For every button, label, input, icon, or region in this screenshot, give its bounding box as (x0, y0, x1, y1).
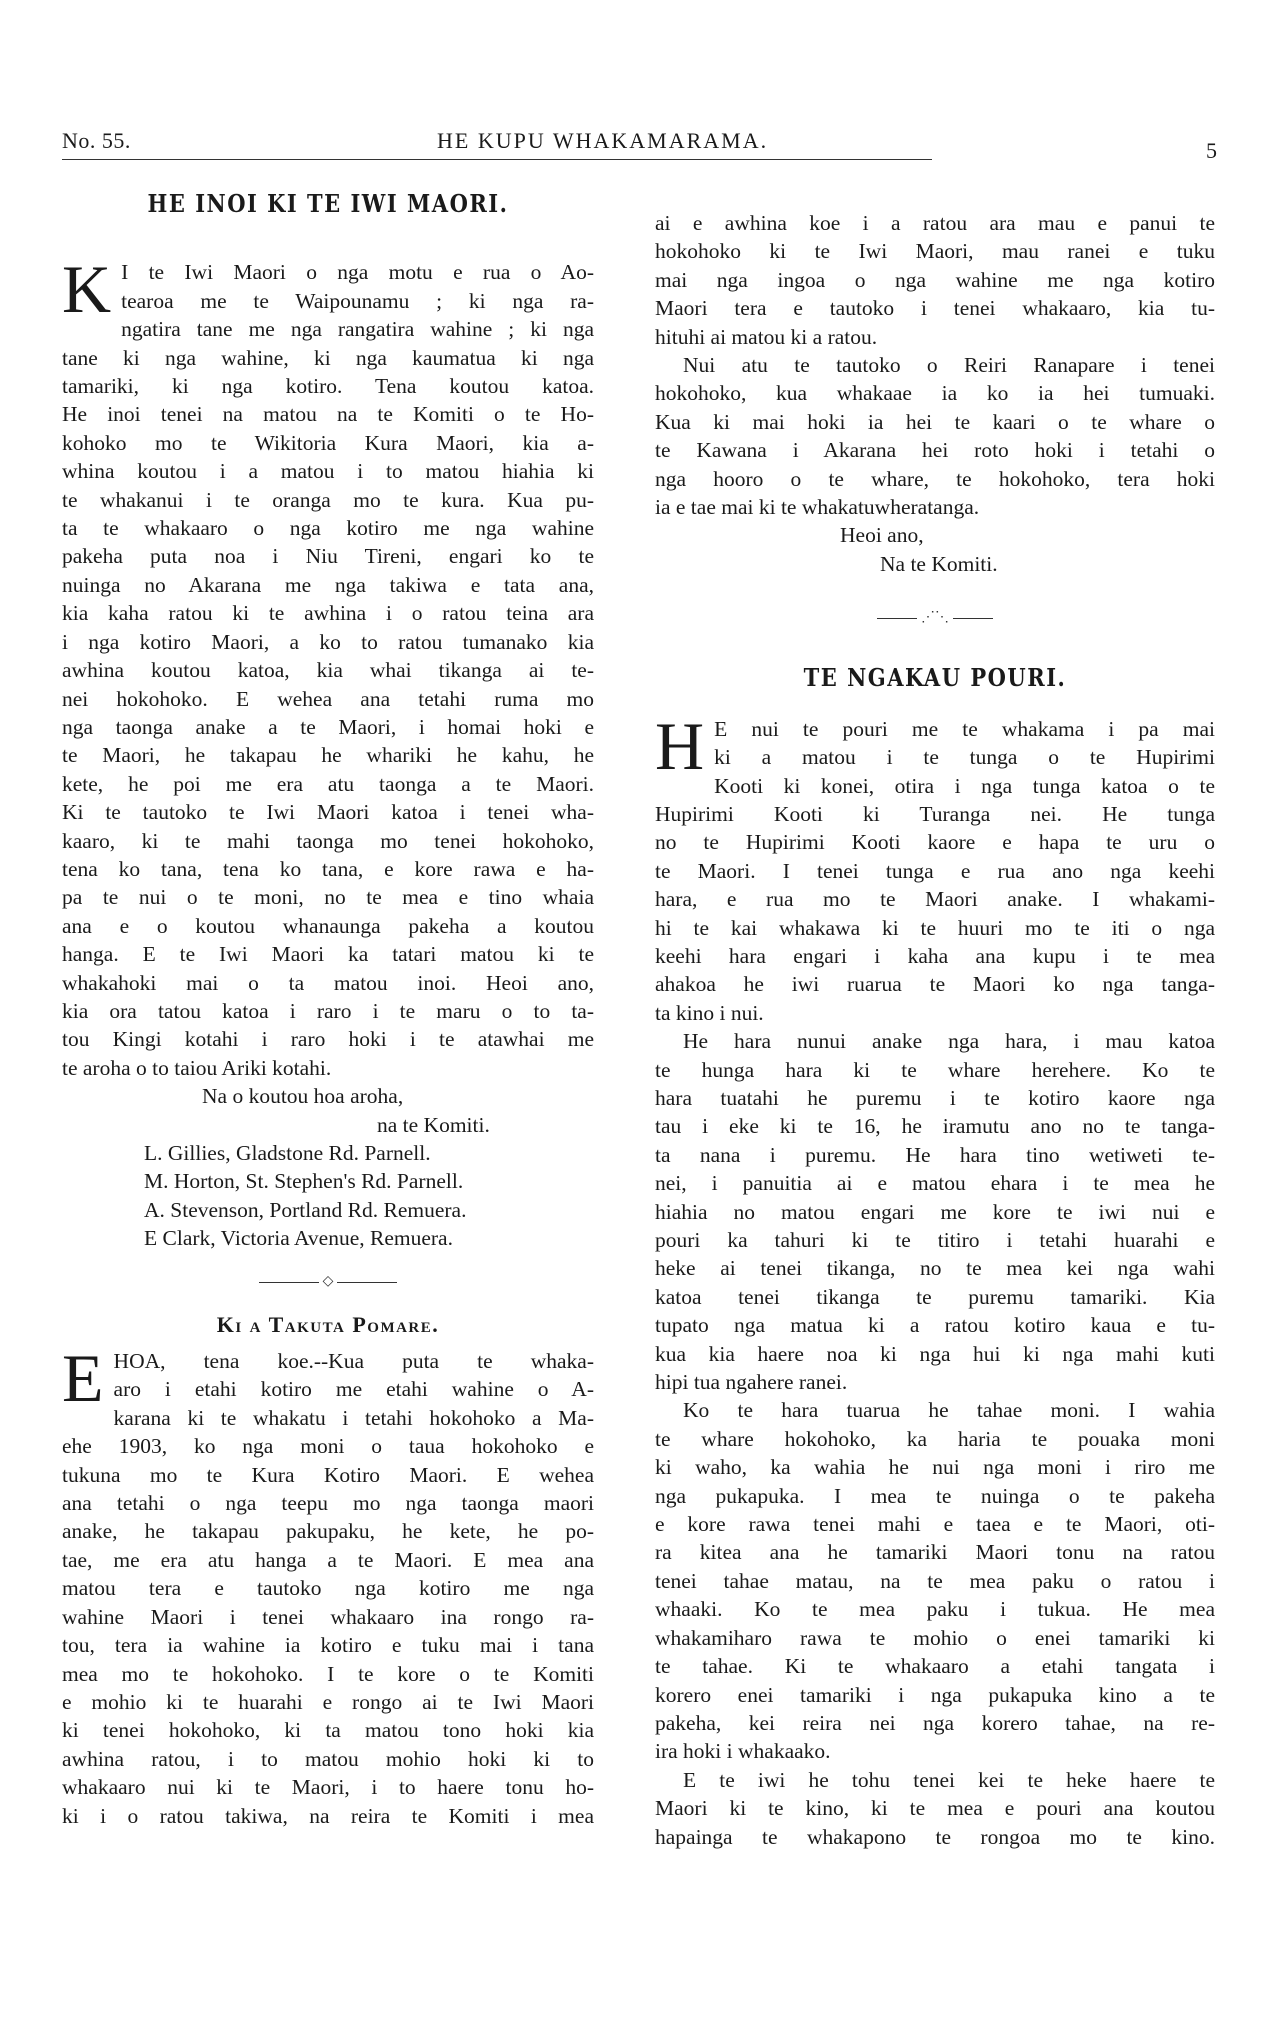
text-line: ai e awhina koe i a ratou ara mau e panui te (655, 211, 1215, 235)
running-head (62, 128, 1217, 164)
text-line: Maori tera e tautoko i tenei whakaaro, kia tu- (655, 296, 1215, 321)
text-line: te Kawana i Akarana hei roto hoki i tetahi o (655, 438, 1215, 463)
text-line: HOA, tena koe.--Kua puta te whaka- (113, 1349, 594, 1374)
text-line: ki i o ratou takiwa, na reira te Komiti i mea (62, 1803, 594, 1828)
signatory: M. Horton, St. Stephen's Rd. Parnell. (144, 1169, 464, 1194)
text-line: pa te nui o te moni, no te mea e tino whaia (62, 885, 594, 910)
text-line: nei hokohoko. E wehea ana tetahi ruma mo (62, 686, 594, 711)
text-line: Nui atu te tautoko o Reiri Ranapare i tenei (683, 353, 1215, 378)
drop-cap: E (62, 1340, 104, 1417)
text-line: tearoa me te Waipounamu ; ki nga ra- (121, 288, 594, 313)
article-body (655, 707, 1215, 1851)
text-line: tamariki, ki nga kotiro. Tena koutou katoa. (62, 374, 594, 399)
header-rule (62, 159, 932, 160)
text-line: anake, he takapau pakupaku, he kete, he po- (62, 1519, 594, 1544)
text-line: hituhi ai matou ki a ratou. (655, 324, 878, 349)
text-line: te tahae. Ki te whakaaro a etahi tangata i (655, 1654, 1215, 1679)
flourish-ornament-icon: ⋰⋱ (921, 610, 949, 626)
text-line: awhina ratou, i to matou mohio hoki ki to (62, 1746, 594, 1771)
text-line: hiahia no matou engari me kore te iwi nui e (655, 1199, 1215, 1224)
page-number: 5 (1206, 138, 1217, 163)
divider-rule (877, 618, 917, 619)
text-line: Ko te hara tuarua he tahae moni. I wahia (683, 1398, 1215, 1423)
text-line: kia ora tatou katoa i raro i te maru o to ta- (62, 998, 594, 1023)
text-line: tena ko tana, tena ko tana, e kore rawa e ha- (62, 856, 594, 881)
text-line: e kore rawa tenei mahi e taea e te Maori, oti- (655, 1512, 1215, 1537)
text-line: tau i eke ki te 16, he iramutu ano no te tanga- (655, 1114, 1215, 1139)
text-line: heke ai tenei tikanga, no te mea kei nga wahi (655, 1256, 1215, 1281)
text-line: pouri ka tahuri ki te titiro i tetahi huarahi e (655, 1228, 1215, 1252)
text-line: te whare hokohoko, ka haria te pouaka moni (655, 1426, 1215, 1451)
text-line: pakeha puta noa i Niu Tireni, engari ko te (62, 544, 594, 569)
text-line: hapainga te whakapono te rongoa mo te kino. (655, 1824, 1215, 1849)
divider-rule (337, 1282, 397, 1283)
signatory: A. Stevenson, Portland Rd. Remuera. (144, 1197, 467, 1222)
text-line: hipi tua ngahere ranei. (655, 1370, 848, 1395)
text-line: Maori ki te kino, ki te mea e pouri ana koutou (655, 1796, 1215, 1821)
text-line: mea mo te hokohoko. I te kore o te Komiti (62, 1661, 594, 1686)
text-line: pakeha, kei reira nei nga korero tahae, na re- (655, 1710, 1215, 1735)
text-line: nga pukapuka. I mea te nuinga o te pakeha (655, 1483, 1215, 1508)
signatory: L. Gillies, Gladstone Rd. Parnell. (144, 1141, 431, 1165)
right-column (655, 209, 1215, 1851)
text-line: tou Kingi kotahi i raro hoki i te atawhai me (62, 1027, 594, 1052)
text-line: Kooti ki konei, otira i nga tunga katoa o te (714, 773, 1215, 798)
text-line: ngatira tane me nga rangatira wahine ; ki nga (121, 317, 594, 342)
article-title: TE NGAKAU POURI. (803, 663, 1067, 693)
text-line: te whakanui i te oranga mo te kura. Kua pu- (62, 487, 594, 512)
text-line: whakahoki mai o ta matou inoi. Heoi ano, (62, 970, 594, 995)
text-line: I te Iwi Maori o nga motu e rua o Ao- (121, 260, 594, 285)
article-title: Ki a Takuta Pomare. (216, 1311, 440, 1337)
text-line: ira hoki i whakaako. (655, 1739, 831, 1764)
text-line: wahine Maori i tenei whakaaro ina rongo ra- (62, 1604, 594, 1629)
text-line: hanga. E te Iwi Maori ka tatari matou ki te (62, 942, 594, 967)
text-line: hara, e rua mo te Maori anake. I whakami- (655, 887, 1215, 912)
text-line: whakaaro nui ki te Maori, i to haere tonu ho- (62, 1775, 594, 1800)
text-line: whina koutou i a matou i to matou hiahia ki (62, 459, 594, 484)
text-line: te Maori. I tenei tunga e rua ano nga keehi (655, 858, 1215, 883)
text-line: ana e o koutou whanaunga pakeha a koutou (62, 913, 594, 938)
text-line: matou tera e tautoko nga kotiro me nga (62, 1576, 594, 1601)
text-line: whaaki. Ko te mea paku i tukua. He mea (655, 1597, 1215, 1622)
text-line: He hara nunui anake nga hara, i mau katoa (683, 1029, 1215, 1054)
text-line: kaaro, ki te mahi taonga mo tenei hokohoko, (62, 828, 594, 853)
article-body (62, 1340, 594, 1830)
drop-cap: H (655, 707, 705, 784)
text-line: e mohio ki te huarahi e rongo ai te Iwi Maori (62, 1689, 594, 1714)
text-line: tenei tahae matau, na te mea paku o ratou i (655, 1568, 1215, 1593)
text-line: aro i etahi kotiro me etahi wahine o A- (113, 1377, 594, 1402)
text-line: E nui te pouri me te whakama i pa mai (714, 716, 1215, 741)
text-line: no te Hupirimi Kooti kaore e hapa te uru o (655, 830, 1215, 855)
divider-rule (259, 1282, 319, 1283)
text-line: tane ki nga wahine, ki nga kaumatua ki nga (62, 345, 594, 370)
text-line: te Maori, he takapau he whariki he kahu, he (62, 743, 594, 768)
text-line: ahakoa he iwi ruarua te Maori ko nga tanga- (655, 972, 1215, 997)
text-line: karana ki te whakatu i tetahi hokohoko a Ma- (113, 1405, 594, 1430)
issue-number: No. 55. (62, 128, 131, 153)
text-line: Ki te tautoko te Iwi Maori katoa i tenei wha- (62, 800, 594, 825)
text-line: nuinga no Akarana me nga takiwa e tata ana, (62, 572, 594, 597)
text-line: Kua ki mai hoki ia hei te kaari o te whare o (655, 409, 1215, 434)
text-line: kia kaha ratou ki te awhina i o ratou teina ara (62, 601, 594, 626)
left-column (62, 190, 594, 1830)
text-line: ki tenei hokohoko, ki ta matou tono hoki kia (62, 1718, 594, 1743)
text-line: ki waho, ka wahia he nui nga moni i riro me (655, 1455, 1215, 1480)
closing-signature: Na te Komiti. (880, 551, 998, 576)
diamond-ornament-icon: ◇ (322, 1274, 334, 1290)
text-line: nga hooro o te whare, te hokohoko, tera hoki (655, 466, 1215, 491)
text-line: ia e tae mai ki te whakatuwheratanga. (655, 495, 980, 520)
text-line: ta nana i puremu. He hara tino wetiweti te- (655, 1142, 1215, 1167)
text-line: nga taonga anake a te Maori, i homai hoki e (62, 714, 594, 739)
text-line: kete, he poi me era atu taonga a te Maori. (62, 771, 594, 796)
text-line: awhina koutou katoa, kia whai tikanga ai te- (62, 658, 594, 683)
text-line: tae, me era atu hanga a te Maori. E mea ana (62, 1547, 594, 1572)
text-line: hara tuatahi he puremu i te kotiro kaore nga (655, 1085, 1215, 1110)
text-line: korero enei tamariki i nga pukapuka kino a te (655, 1682, 1215, 1707)
text-line: katoa tenei tikanga te puremu tamariki. Kia (655, 1284, 1215, 1309)
text-line: ta te whakaaro o nga kotiro me nga wahine (62, 516, 594, 541)
text-line: hokohoko ki te Iwi Maori, mau ranei e tuku (655, 239, 1215, 264)
text-line: whakamiharo rawa te mohio o enei tamariki ki (655, 1625, 1215, 1650)
article-continuation (655, 209, 1215, 578)
closing-signature: na te Komiti. (377, 1112, 490, 1137)
text-line: te aroha o to taiou Ariki kotahi. (62, 1055, 332, 1080)
text-line: E te iwi he tohu tenei kei te heke haere te (683, 1767, 1215, 1792)
text-line: nei, i panuitia ai e matou ehara i te mea he (655, 1171, 1215, 1196)
closing-salutation: Heoi ano, (840, 523, 924, 548)
text-line: keehi hara engari i kaha ana kupu i te mea (655, 943, 1215, 968)
text-line: te hunga hara ki te whare herehere. Ko te (655, 1057, 1215, 1082)
publication-title: HE KUPU WHAKAMARAMA. (437, 128, 769, 153)
text-line: i nga kotiro Maori, a ko to ratou tumanako kia (62, 629, 594, 654)
text-line: ta kino i nui. (655, 1000, 764, 1025)
text-line: ki a matou i te tunga o te Hupirimi (714, 745, 1215, 770)
text-line: Hupirimi Kooti ki Turanga nei. He tunga (655, 801, 1215, 826)
text-line: tukuna mo te Kura Kotiro Maori. E wehea (62, 1462, 594, 1487)
text-line: hi te kai whakawa ki te huuri mo te iti o nga (655, 915, 1215, 940)
text-line: tou, tera ia wahine ia kotiro e tuku mai i tana (62, 1633, 594, 1658)
section-divider (655, 608, 1215, 628)
text-line: He inoi tenei na matou na te Komiti o te Ho- (62, 402, 594, 427)
article-body (62, 251, 594, 1252)
text-line: ana tetahi o nga teepu mo nga taonga maori (62, 1491, 594, 1516)
closing-salutation: Na o koutou hoa aroha, (202, 1084, 404, 1109)
text-line: ehe 1903, ko nga moni o taua hokohoko e (62, 1434, 594, 1459)
text-line: hokohoko, kua whakaae ia ko ia hei tumuaki. (655, 381, 1215, 406)
text-line: kua kia haere noa ki nga hui ki nga mahi kuti (655, 1341, 1215, 1366)
divider-rule (953, 618, 993, 619)
signatory: E Clark, Victoria Avenue, Remuera. (144, 1226, 453, 1251)
section-divider (62, 1273, 594, 1293)
text-line: mai nga ingoa o nga wahine me nga kotiro (655, 267, 1215, 292)
text-line: ra kitea ana he tamariki Maori tonu na ratou (655, 1540, 1215, 1565)
text-line: kohoko mo te Wikitoria Kura Maori, kia a- (62, 430, 594, 455)
article-title: HE INOI KI TE IWI MAORI. (147, 189, 509, 218)
drop-cap: K (62, 251, 112, 328)
text-line: tupato nga matua ki a ratou kotiro kaua e tu- (655, 1313, 1215, 1338)
